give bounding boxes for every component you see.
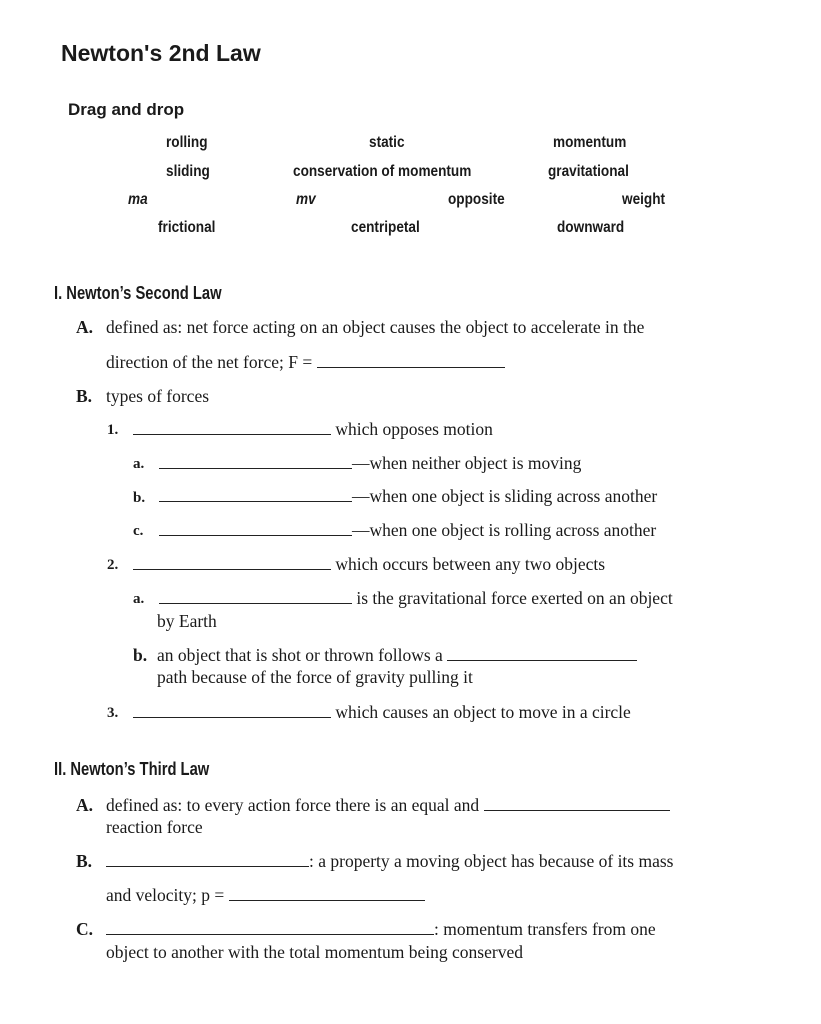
item-3-row	[133, 702, 631, 723]
item-1-text: which opposes motion	[335, 419, 493, 439]
blank-3[interactable]	[133, 716, 331, 718]
item-1a-label: a.	[133, 456, 145, 472]
item-2a-label: a.	[133, 591, 145, 607]
blank-1[interactable]	[133, 433, 331, 435]
blank-1c[interactable]	[159, 534, 352, 536]
item-2b-label: b.	[133, 645, 148, 665]
item-2b-row	[157, 645, 637, 666]
word-centripetal[interactable]: centripetal	[351, 219, 420, 236]
word-conservation-of-momentum[interactable]: conservation of momentum	[293, 163, 472, 180]
section-2-heading: II. Newton’s Third Law	[54, 759, 210, 779]
item-II-B-row-cont	[106, 885, 425, 906]
blank-II-B-p[interactable]	[229, 899, 425, 901]
blank-F-equals[interactable]	[317, 366, 505, 368]
item-1c-text: —when one object is rolling across another	[352, 520, 657, 540]
word-static[interactable]: static	[369, 134, 405, 151]
word-ma[interactable]: ma	[128, 191, 148, 208]
item-1-label: 1.	[107, 422, 119, 438]
item-A-text-cont	[106, 352, 505, 373]
item-1a-row	[159, 453, 581, 474]
item-1c-row	[159, 520, 656, 541]
item-1b-label: b.	[133, 490, 146, 506]
item-3-label: 3.	[107, 705, 119, 721]
worksheet-title: Newton's 2nd Law	[61, 40, 261, 66]
word-momentum[interactable]: momentum	[553, 134, 627, 151]
word-gravitational[interactable]: gravitational	[548, 163, 629, 180]
item-II-A-text-cont: reaction force	[106, 817, 203, 837]
item-A-label: A.	[76, 317, 94, 337]
item-2a-text-cont: by Earth	[157, 611, 217, 631]
item-1-row	[133, 419, 493, 440]
blank-2[interactable]	[133, 568, 331, 570]
blank-2b[interactable]	[447, 659, 637, 661]
word-frictional[interactable]: frictional	[158, 219, 216, 236]
section-1-heading: I. Newton’s Second Law	[54, 283, 222, 303]
item-II-B-label: B.	[76, 851, 93, 871]
item-3-text: which causes an object to move in a circle	[335, 702, 631, 722]
item-2a-text: is the gravitational force exerted on an object	[356, 588, 673, 608]
item-B-label: B.	[76, 386, 93, 406]
item-II-C-text-cont: object to another with the total momentum being conserved	[106, 942, 523, 962]
blank-II-B[interactable]	[106, 865, 309, 867]
drag-drop-instruction: Drag and drop	[68, 100, 185, 119]
item-II-A-label: A.	[76, 795, 94, 815]
item-1b-text: —when one object is sliding across another	[352, 486, 658, 506]
blank-2a[interactable]	[159, 602, 352, 604]
item-2b-text: an object that is shot or thrown follows a	[157, 645, 443, 665]
item-II-A-text: defined as: to every action force there is an equal and	[106, 795, 480, 815]
item-B-text: types of forces	[106, 386, 210, 406]
item-II-C-row	[106, 919, 656, 940]
blank-1b[interactable]	[159, 500, 352, 502]
word-sliding[interactable]: sliding	[166, 163, 210, 180]
item-A-text: defined as: net force acting on an object causes the object to accelerate in the	[106, 317, 645, 337]
item-2-text: which occurs between any two objects	[335, 554, 606, 574]
blank-1a[interactable]	[159, 467, 352, 469]
item-1b-row	[159, 486, 657, 507]
item-1c-label: c.	[133, 523, 144, 539]
word-mv[interactable]: mv	[296, 191, 316, 208]
word-opposite[interactable]: opposite	[448, 191, 505, 208]
item-2a-row	[159, 588, 673, 609]
item-II-B-text-cont: and velocity; p =	[106, 885, 225, 905]
item-II-A-row	[106, 795, 670, 816]
item-2b-text-cont: path because of the force of gravity pulling it	[157, 667, 473, 687]
word-rolling[interactable]: rolling	[166, 134, 208, 151]
item-II-C-label: C.	[76, 919, 94, 939]
item-II-C-text: : momentum transfers from one	[434, 919, 656, 939]
item-II-B-text: : a property a moving object has because of its mass	[309, 851, 674, 871]
item-1a-text: —when neither object is moving	[352, 453, 582, 473]
word-weight[interactable]: weight	[622, 191, 666, 208]
item-A-formula-prefix: direction of the net force; F =	[106, 352, 313, 372]
item-2-row	[133, 554, 605, 575]
item-II-B-row	[106, 851, 673, 872]
word-downward[interactable]: downward	[557, 219, 625, 236]
item-2-label: 2.	[107, 557, 119, 573]
blank-II-A[interactable]	[484, 809, 670, 811]
blank-II-C[interactable]	[106, 933, 434, 935]
